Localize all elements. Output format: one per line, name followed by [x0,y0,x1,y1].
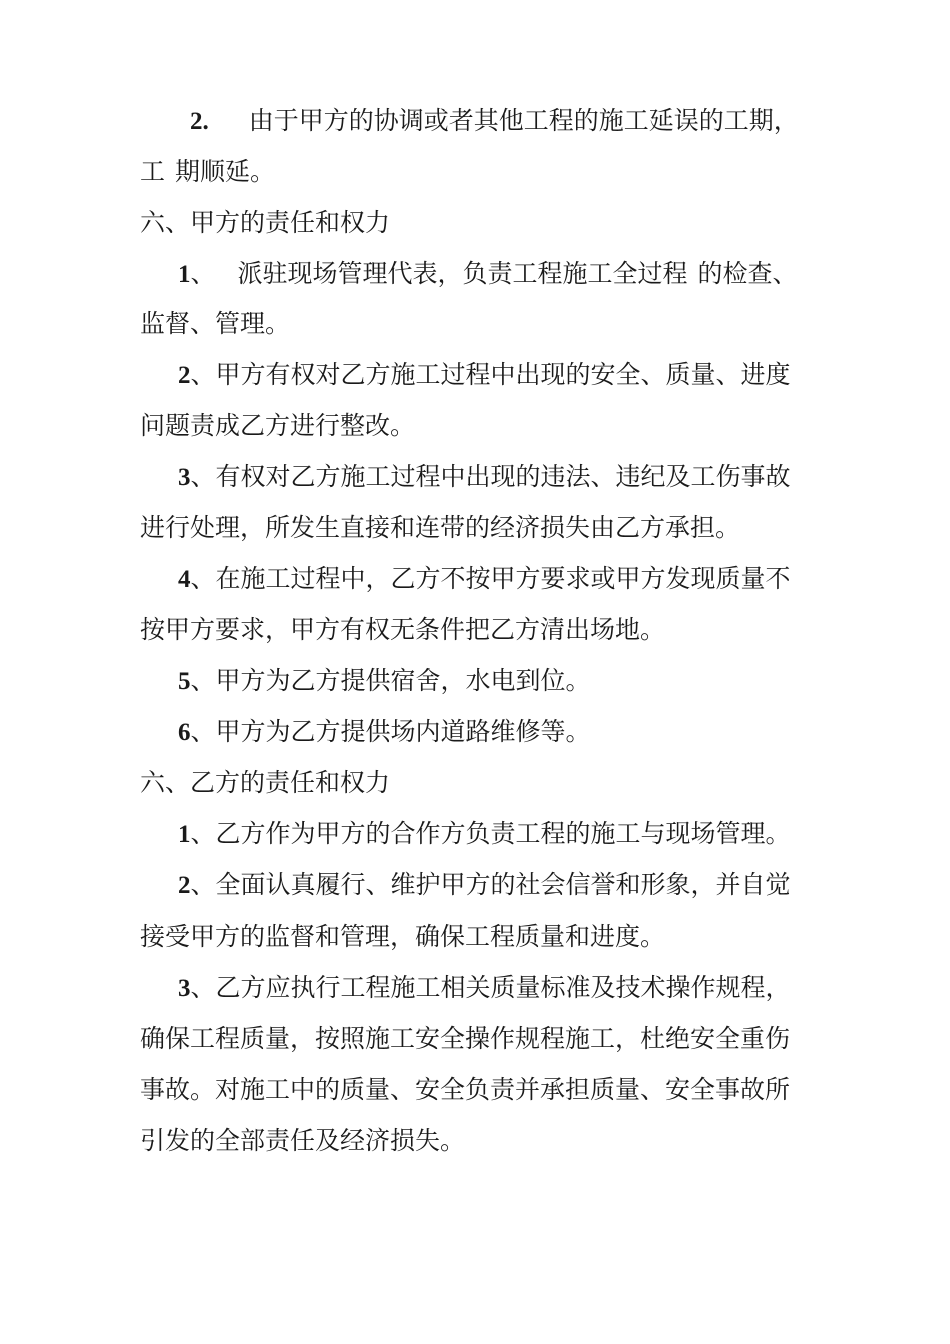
paragraph-text: 、甲方为乙方提供宿舍，水电到位。 [190,666,591,695]
paragraph-text: 期顺延。 [175,157,276,186]
paragraph-a3-line-1 [178,462,791,493]
paragraph-a2-line-1 [178,360,791,391]
paragraph-b3-line-2: 确保工程质量，按照施工安全操作规程施工，杜绝安全重伤 [140,1024,791,1053]
item-number: 6 [178,719,191,746]
paragraph-text: 工 [140,157,166,186]
paragraph-text: 、 [190,259,216,288]
paragraph-text: 、乙方应执行工程施工相关质量标准及技术操作规程， [190,973,791,1002]
paragraph-b2-line-2: 接受甲方的监督和管理，确保工程质量和进度。 [140,922,666,951]
paragraph-a1-line-2: 监督、管理。 [140,309,291,338]
paragraph-text: 、甲方为乙方提供场内道路维修等。 [190,717,591,746]
paragraph-a2-line-2: 问题责成乙方进行整改。 [140,411,416,440]
item-number: 1 [178,261,191,288]
paragraph-text: 由于甲方的协调或者其他工程的施工延误的工期， [248,106,799,135]
item-number: 4 [178,566,191,593]
paragraph-text: 、有权对乙方施工过程中出现的违法、违纪及工伤事故 [190,462,791,491]
paragraph-item-2-line-2 [140,157,275,187]
item-number: 5 [178,668,191,695]
paragraph-a5-line-1 [178,666,591,697]
paragraph-b3-line-1 [178,973,791,1004]
item-number: 3 [178,464,191,491]
item-number: 2 [178,872,191,899]
paragraph-a3-line-2: 进行处理，所发生直接和连带的经济损失由乙方承担。 [140,513,741,542]
section-heading-party-b: 六、乙方的责任和权力 [140,768,391,797]
item-number: 3 [178,975,191,1002]
item-number: 2. [190,108,209,135]
paragraph-text: 、甲方有权对乙方施工过程中出现的安全、质量、进度 [190,360,791,389]
item-number: 1 [178,821,191,848]
paragraph-text: 的检查、 [697,259,798,288]
paragraph-b1-line-1 [178,819,791,850]
paragraph-text: 、乙方作为甲方的合作方负责工程的施工与现场管理。 [190,819,791,848]
paragraph-item-2-line-1 [190,106,799,137]
paragraph-a1-line-1 [178,259,798,290]
paragraph-b3-line-3: 事故。对施工中的质量、安全负责并承担质量、安全事故所 [140,1075,791,1104]
section-heading-party-a: 六、甲方的责任和权力 [140,208,391,237]
paragraph-a4-line-2: 按甲方要求，甲方有权无条件把乙方清出场地。 [140,615,666,644]
paragraph-text: 、全面认真履行、维护甲方的社会信誉和形象，并自觉 [190,870,791,899]
item-number: 2 [178,362,191,389]
paragraph-text: 、在施工过程中，乙方不按甲方要求或甲方发现质量不 [190,564,791,593]
paragraph-a6-line-1 [178,717,591,748]
paragraph-a4-line-1 [178,564,791,595]
paragraph-b2-line-1 [178,870,791,901]
paragraph-text: 派驻现场管理代表，负责工程施工全过程 [237,259,688,288]
paragraph-b3-line-4: 引发的全部责任及经济损失。 [140,1126,466,1155]
